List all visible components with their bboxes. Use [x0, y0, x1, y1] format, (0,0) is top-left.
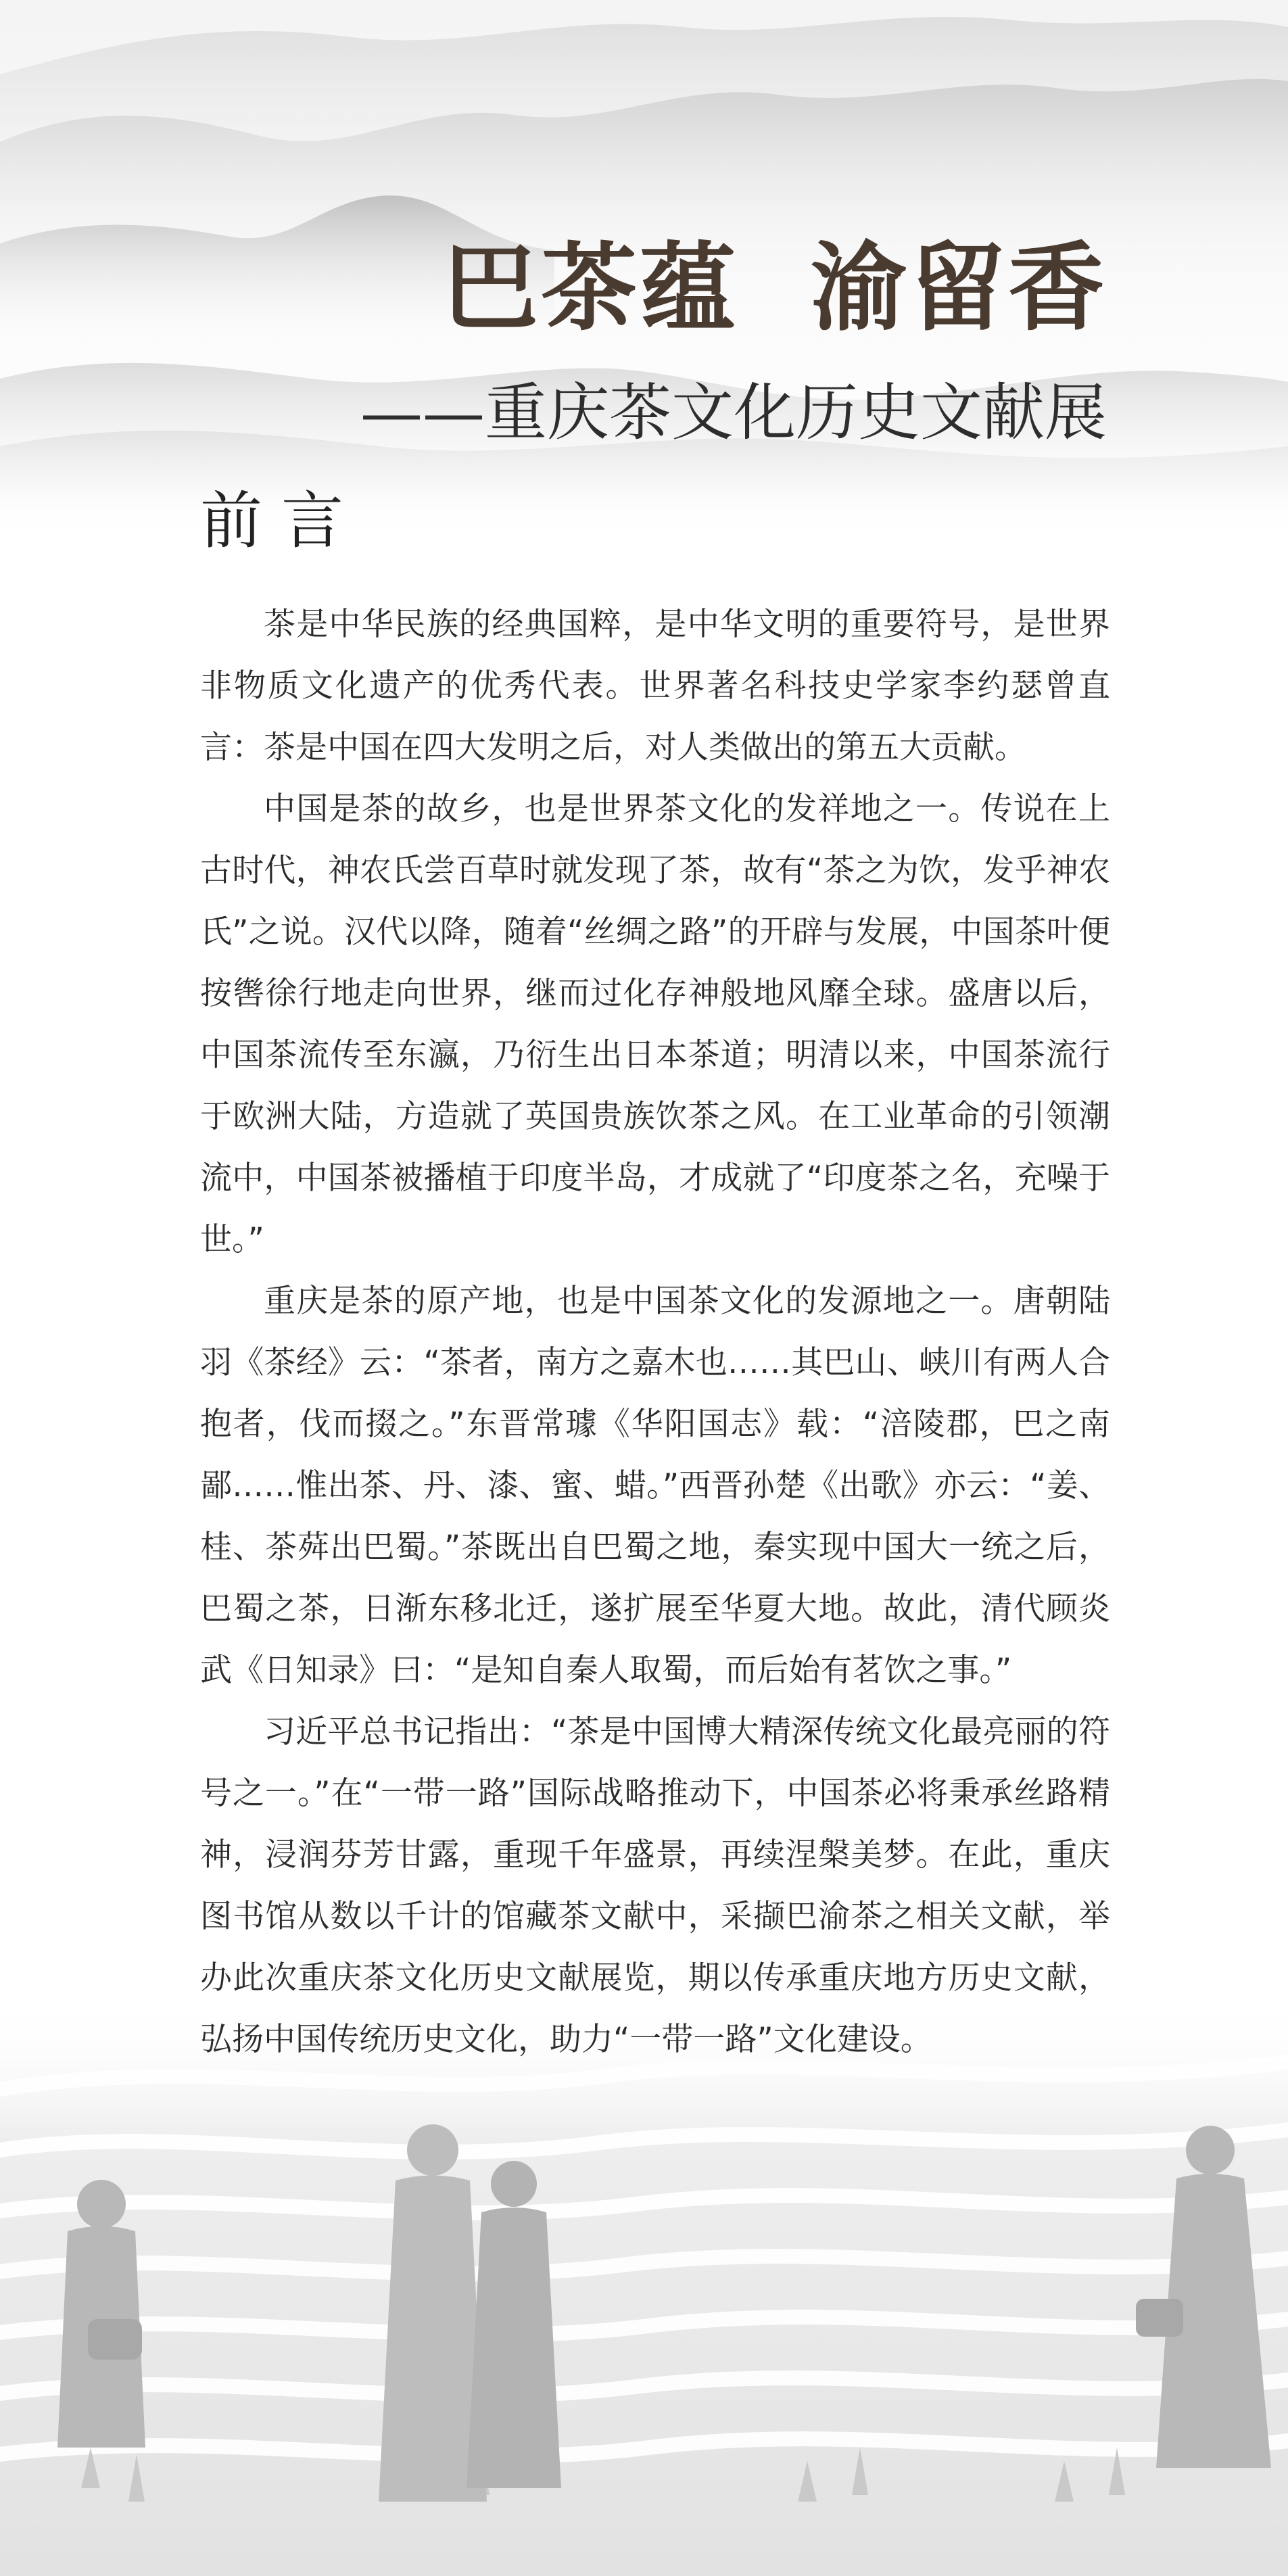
paragraph: 茶是中华民族的经典国粹，是中华文明的重要符号，是世界非物质文化遗产的优秀代表。世界著名科技史学家李约瑟曾直言：茶是中国在四大发明之后，对人类做出的第五大贡献。	[200, 606, 1110, 766]
foreword-heading: 前言	[200, 485, 363, 557]
tea-field-decoration	[0, 1995, 1288, 2576]
paragraph: 中国是茶的故乡，也是世界茶文化的发祥地之一。传说在上古时代，神农氏尝百草时就发现了茶，故有“茶之为饮，发乎神农氏”之说。汉代以降，随着“丝绸之路”的开辟与发展，中国茶叶便按辔徐行地走向世界，继而过化存神般地风靡全球。盛唐以后，中国茶流传至东瀛，乃衍生出日本茶道；明清以来，中国茶流行于欧洲大陆，方造就了英国贵族饮茶之风。在工业革命的引领潮流中，中国茶被播植于印度半岛，才成就了“印度茶之名，充噪于世。”	[200, 790, 1110, 1258]
exhibition-title: 巴茶蕴 渝留香	[442, 232, 1107, 344]
foreword-body	[200, 594, 1110, 2070]
paragraph: 习近平总书记指出：“茶是中国博大精深传统文化最亮丽的符号之一。”在“一带一路”国际战略推动下，中国茶必将秉承丝路精神，浸润芬芳甘露，重现千年盛景，再续涅槃美梦。在此，重庆图书馆从数以千计的馆藏茶文献中，采撷巴渝茶之相关文献，举办此次重庆茶文化历史文献展览，期以传承重庆地方历史文献，弘扬中国传统历史文化，助力“一带一路”文化建设。	[200, 1713, 1110, 2058]
exhibition-subtitle: ——重庆茶文化历史文献展	[360, 377, 1107, 449]
paragraph: 重庆是茶的原产地，也是中国茶文化的发源地之一。唐朝陆羽《茶经》云：“茶者，南方之嘉木也……其巴山、峡川有两人合抱者，伐而掇之。”东晋常璩《华阳国志》载：“涪陵郡，巴之南鄙……惟出茶、丹、漆、蜜、蜡。”西晋孙楚《出歌》亦云：“姜、桂、茶荈出巴蜀。”茶既出自巴蜀之地，秦实现中国大一统之后，巴蜀之茶，日渐东移北迁，遂扩展至华夏大地。故此，清代顾炎武《日知录》曰：“是知自秦人取蜀，而后始有茗饮之事。”	[200, 1283, 1110, 1689]
